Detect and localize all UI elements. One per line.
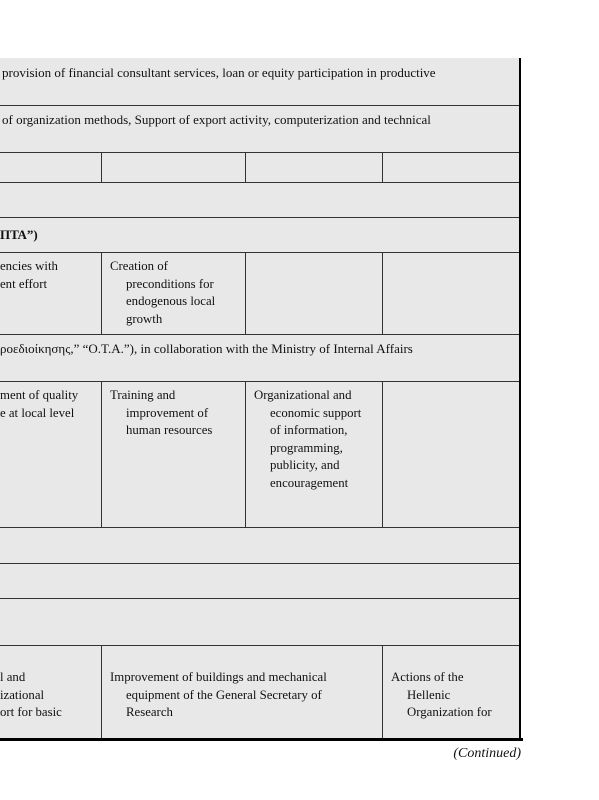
column-divider — [245, 153, 246, 183]
table-row — [0, 218, 521, 253]
cell-r8-c3: Organizational and economic support of information, programming, publicity, and encouragement — [254, 388, 362, 490]
column-divider — [382, 646, 383, 740]
table-row — [0, 564, 521, 599]
column-divider — [382, 253, 383, 335]
table-row — [0, 183, 521, 218]
cell-r12-c1: l and izational ort for basic — [0, 670, 62, 720]
table-right-border — [519, 58, 521, 740]
cell-r8-c2: Training and improvement of human resources — [110, 388, 213, 438]
table-bottom-border — [0, 738, 523, 741]
continued-note: (Continued) — [453, 746, 521, 761]
row-text-organization: of organization methods, Support of export activity, computerization and technical — [2, 112, 431, 127]
cell-r6-c1: encies with ent effort — [0, 259, 58, 291]
row-heading: ΠΤΑ”) — [0, 227, 38, 242]
cell-r12-c2: Improvement of buildings and mechanical equipment of the General Secretary of Research — [110, 670, 327, 720]
row-text-ota: ροεδιοίκησης,” “O.T.A.”), in collaboration with the Ministry of Internal Affairs — [0, 341, 413, 356]
table-row — [0, 599, 521, 646]
column-divider — [245, 382, 246, 528]
cell-r12-c3: Actions of the Hellenic Organization for — [391, 670, 492, 720]
cell-r8-c1: ment of quality e at local level — [0, 388, 79, 420]
cell-r6-c2: Creation of preconditions for endogenous local growth — [110, 259, 216, 326]
column-divider — [382, 153, 383, 183]
row-text-financial: provision of financial consultant services, loan or equity participation in productive — [2, 65, 436, 80]
table-row — [0, 153, 521, 183]
data-table — [0, 58, 521, 740]
column-divider — [101, 382, 102, 528]
column-divider — [382, 382, 383, 528]
column-divider — [101, 253, 102, 335]
table-row — [0, 253, 521, 335]
table-row — [0, 528, 521, 564]
column-divider — [101, 153, 102, 183]
column-divider — [245, 253, 246, 335]
column-divider — [101, 646, 102, 740]
